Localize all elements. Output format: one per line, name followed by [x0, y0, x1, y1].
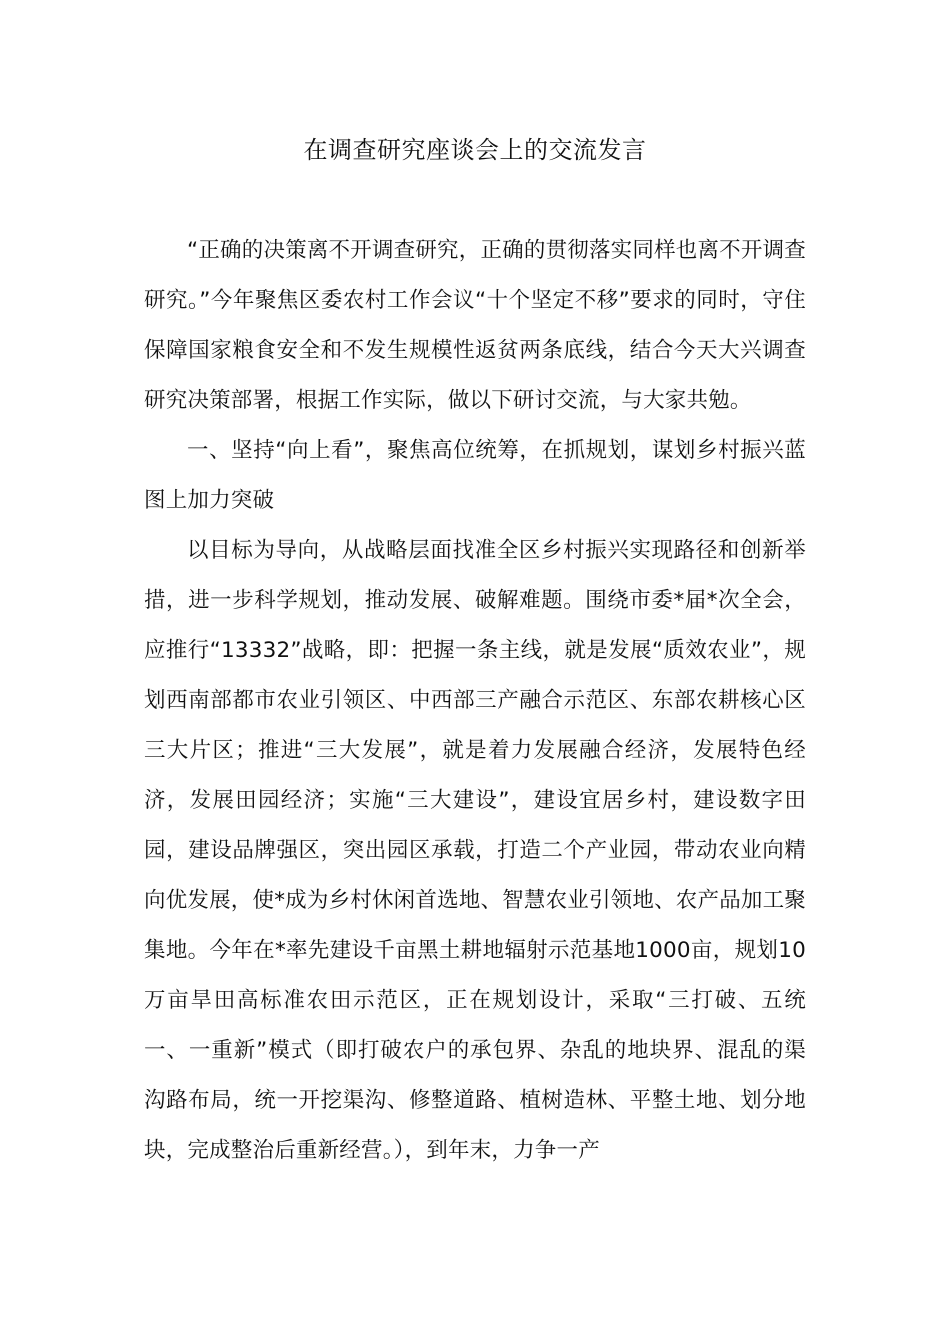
paragraph-intro: “正确的决策离不开调查研究，正确的贯彻落实同样也离不开调查研究。”今年聚焦区委农村工作会议“十个坚定不移”要求的同时，守住保障国家粮食安全和不发生规模性返贫两条底线，结合今天大兴调查研究决策部署，根据工作实际，做以下研讨交流，与大家共勉。	[144, 238, 806, 413]
document-body	[144, 226, 806, 1176]
paragraph-section-heading: 一、坚持“向上看”，聚焦高位统筹，在抓规划，谋划乡村振兴蓝图上加力突破	[144, 438, 806, 513]
document-title: 在调查研究座谈会上的交流发言	[303, 136, 647, 164]
paragraph-section-body: 以目标为导向，从战略层面找准全区乡村振兴实现路径和创新举措，进一步科学规划，推动发展、破解难题。围绕市委*届*次全会，应推行“13332”战略，即：把握一条主线，就是发展“质效农业”，规划西南部都市农业引领区、中西部三产融合示范区、东部农耕核心区三大片区；推进“三大发展”，就是着力发展融合经济，发展特色经济，发展田园经济；实施“三大建设”，建设宜居乡村，建设数字田园，建设品牌强区，突出园区承载，打造二个产业园，带动农业向精向优发展，使*成为乡村休闲首选地、智慧农业引领地、农产品加工聚集地。今年在*率先建设千亩黑土耕地辐射示范基地1000亩，规划10万亩旱田高标准农田示范区，正在规划设计，采取“三打破、五统一、一重新”模式（即打破农户的承包界、杂乱的地块界、混乱的渠沟路布局，统一开挖渠沟、修整道路、植树造林、平整土地、划分地块，完成整治后重新经营。），到年末，力争一产	[144, 538, 806, 1163]
